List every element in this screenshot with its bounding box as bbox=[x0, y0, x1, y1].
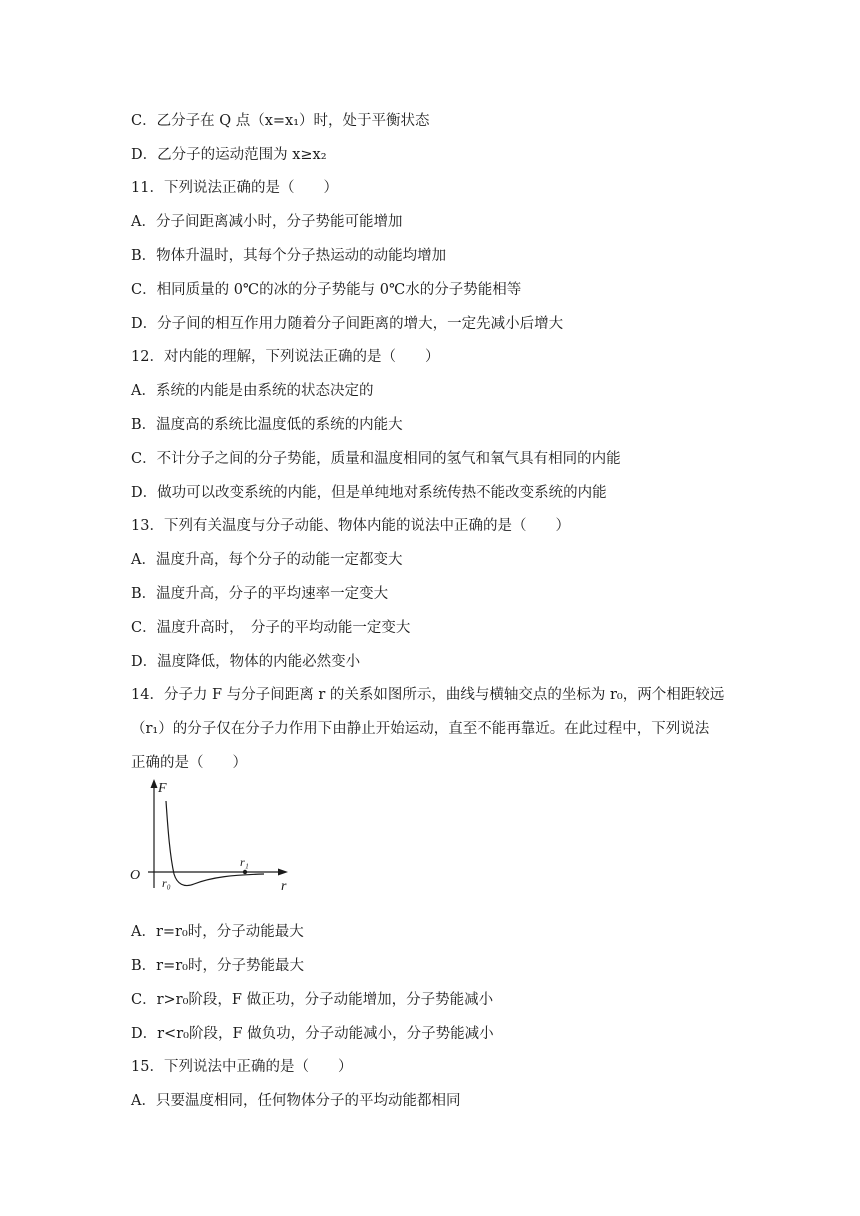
origin-label: O bbox=[130, 868, 141, 883]
question-14-cont1: （r₁）的分子仅在分子力作用下由静止开始运动，直至不能再靠近。在此过程中，下列说法 bbox=[131, 721, 710, 737]
line-q11d: D．分子间的相互作用力随着分子间距离的增大，一定先减小后增大 bbox=[131, 316, 564, 332]
question-13: 13．下列有关温度与分子动能、物体内能的说法中正确的是（ ） bbox=[131, 518, 570, 534]
line-q11c: C．相同质量的 0℃的冰的分子势能与 0℃水的分子势能相等 bbox=[131, 282, 522, 298]
line-q13c: C．温度升高时， 分子的平均动能一定变大 bbox=[131, 620, 411, 636]
line-q11a: A．分子间距离减小时，分子势能可能增加 bbox=[131, 214, 403, 230]
line-q13d: D．温度降低，物体的内能必然变小 bbox=[131, 654, 361, 670]
question-11: 11．下列说法正确的是（ ） bbox=[131, 180, 338, 196]
line-q10d: D．乙分子的运动范围为 x≥x₂ bbox=[131, 147, 327, 163]
y-axis-arrow bbox=[151, 779, 158, 788]
question-12: 12．对内能的理解，下列说法正确的是（ ） bbox=[131, 349, 440, 365]
line-q12b: B．温度高的系统比温度低的系统的内能大 bbox=[131, 417, 403, 433]
question-14: 14．分子力 F 与分子间距离 r 的关系如图所示，曲线与横轴交点的坐标为 r₀，两个相距较远 bbox=[131, 687, 725, 703]
line-q12d: D．做功可以改变系统的内能，但是单纯地对系统传热不能改变系统的内能 bbox=[131, 485, 607, 501]
x-axis-arrow bbox=[278, 869, 288, 876]
line-q12c: C．不计分子之间的分子势能，质量和温度相同的氢气和氧气具有相同的内能 bbox=[131, 451, 621, 467]
line-q13b: B．温度升高，分子的平均速率一定变大 bbox=[131, 586, 389, 602]
line-q11b: B．物体升温时，其每个分子热运动的动能均增加 bbox=[131, 248, 447, 264]
question-14-cont2: 正确的是（ ） bbox=[131, 755, 247, 771]
line-q14c: C．r>r₀阶段，F 做正功，分子动能增加，分子势能减小 bbox=[131, 992, 494, 1008]
line-q15a: A．只要温度相同，任何物体分子的平均动能都相同 bbox=[131, 1093, 461, 1109]
x-axis-label: r bbox=[281, 879, 287, 894]
force-distance-figure bbox=[122, 776, 302, 896]
line-q12a: A．系统的内能是由系统的状态决定的 bbox=[131, 383, 374, 399]
r0-label: r₀ bbox=[162, 876, 171, 890]
y-axis-label: F bbox=[158, 781, 167, 796]
line-q14a: A．r=r₀时，分子动能最大 bbox=[131, 924, 304, 940]
r1-point bbox=[243, 870, 247, 874]
line-q13a: A．温度升高，每个分子的动能一定都变大 bbox=[131, 552, 403, 568]
line-q14d: D．r<r₀阶段，F 做负功，分子动能减小，分子势能减小 bbox=[131, 1026, 494, 1042]
line-q14b: B．r=r₀时，分子势能最大 bbox=[131, 958, 304, 974]
line-q10c: C．乙分子在 Q 点（x=x₁）时，处于平衡状态 bbox=[131, 113, 430, 129]
question-15: 15．下列说法中正确的是（ ） bbox=[131, 1059, 353, 1075]
r1-label: r₁ bbox=[240, 855, 249, 869]
force-curve bbox=[166, 801, 264, 886]
